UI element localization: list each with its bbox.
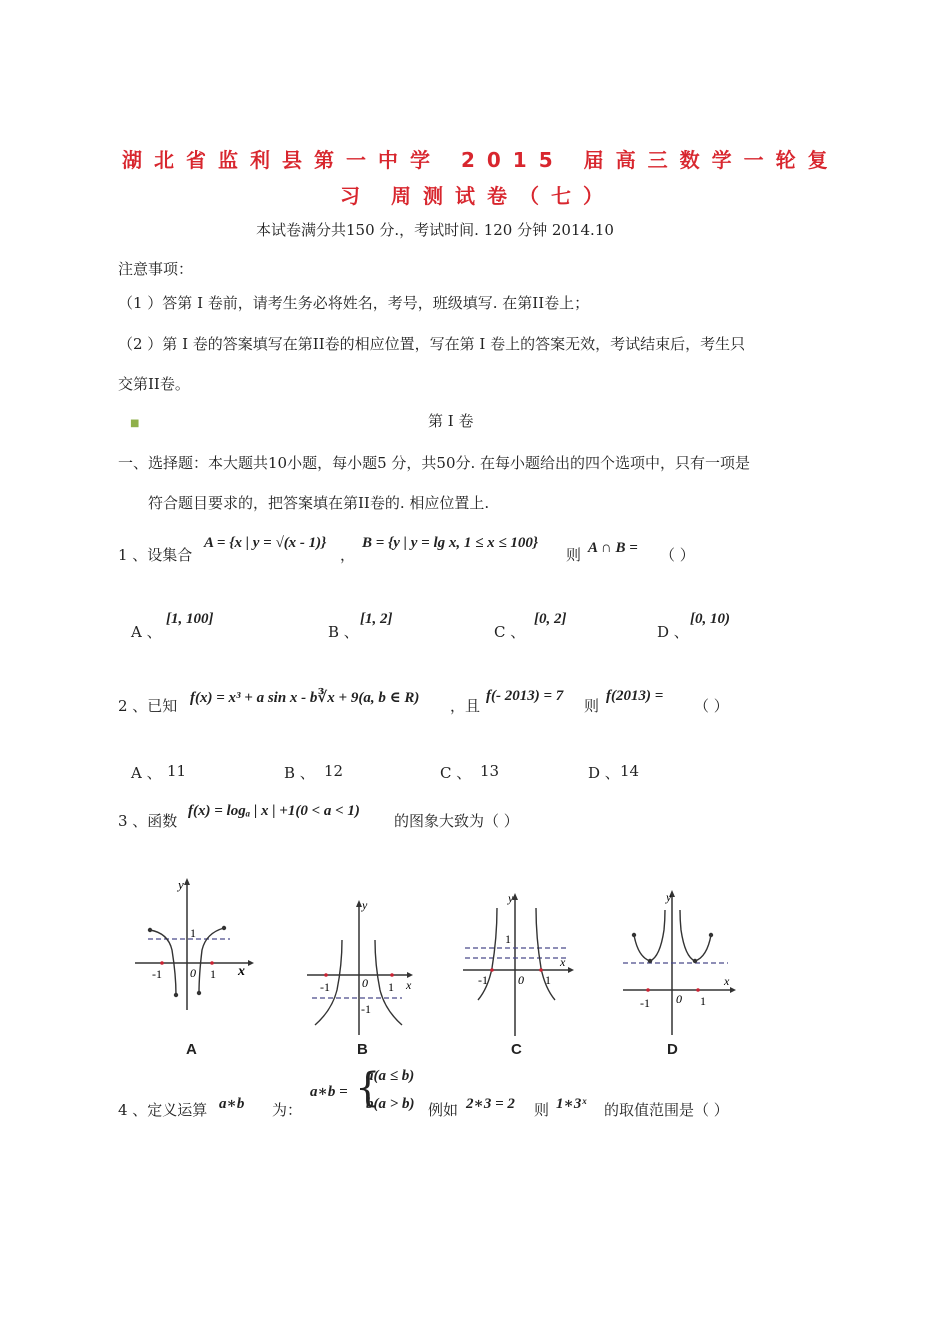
q4-prefix: 4 、定义运算 <box>118 1101 208 1119</box>
q2-option-d-value: 14 <box>620 762 640 780</box>
notice-item-2-cont: 交第II卷。 <box>118 375 190 393</box>
q1-option-a-value: [1, 100] <box>166 611 214 627</box>
q1-option-d-label: D 、 <box>657 623 689 641</box>
svg-text:y: y <box>508 891 514 905</box>
svg-text:0: 0 <box>190 966 196 980</box>
q2-option-c-label: C 、 <box>440 764 472 782</box>
q2-option-d-label: D 、 <box>588 764 620 782</box>
q2-then: 则 <box>584 697 600 715</box>
q2-expr: f(2013) = <box>606 688 664 704</box>
svg-text:1: 1 <box>545 973 551 987</box>
q4-then: 则 <box>534 1101 550 1119</box>
q4-case-2: b(a > b) <box>366 1096 415 1112</box>
page-title: 湖北省监利县第一中学 2015 届高三数学一轮复 <box>122 148 840 172</box>
q1-prefix: 1 、设集合 <box>118 546 193 564</box>
q2-option-c-value: 13 <box>480 762 500 780</box>
q3-function: f(x) = logₐ | x | +1(0 < a < 1) <box>188 803 360 819</box>
q2-option-b-label: B 、 <box>284 764 315 782</box>
svg-text:-1: -1 <box>640 996 650 1010</box>
notice-item-1: （1 ）答第 I 卷前，请考生务必将姓名，考号，班级填写. 在第II卷上； <box>118 294 590 312</box>
q4-case-1: a(a ≤ b) <box>366 1068 415 1084</box>
brace-icon: { <box>355 1065 381 1111</box>
q2-condition: f(- 2013) = 7 <box>486 688 564 704</box>
graph-b-label: B <box>357 1041 368 1058</box>
part1-instructions: 一、选择题：本大题共10小题，每小题5 分，共50分. 在每小题给出的四个选项中，只有一项是 <box>118 454 751 472</box>
q1-option-d-value: [0, 10) <box>690 611 730 627</box>
graph-b <box>302 895 422 1035</box>
q2-answer-paren: （ ） <box>694 697 729 715</box>
svg-text:y: y <box>178 877 184 892</box>
svg-text:1: 1 <box>505 932 511 946</box>
svg-text:0: 0 <box>518 973 524 987</box>
graph-c <box>460 888 580 1038</box>
graph-d <box>620 885 745 1035</box>
q1-option-c-value: [0, 2] <box>534 611 567 627</box>
graph-c-label: C <box>511 1041 522 1058</box>
q4-definition-lhs: a∗b = <box>310 1084 348 1100</box>
q1-answer-paren: （ ） <box>660 546 695 564</box>
q4-example-label: 例如 <box>428 1101 459 1119</box>
q1-option-b-value: [1, 2] <box>360 611 393 627</box>
q1-comma: ， <box>340 546 356 564</box>
green-dot: ■ <box>130 418 140 429</box>
svg-text:-1: -1 <box>320 980 330 994</box>
q4-example: 2∗3 = 2 <box>466 1096 515 1112</box>
part1-instructions-cont: 符合题目要求的，把答案填在第II卷的. 相应位置上. <box>148 494 490 512</box>
svg-text:x: x <box>560 955 566 969</box>
q3-prefix: 3 、函数 <box>118 812 178 830</box>
svg-text:x: x <box>238 964 245 979</box>
q2-prefix: 2 、已知 <box>118 697 178 715</box>
notice-heading: 注意事项： <box>118 260 194 278</box>
section-title: 第 I 卷 <box>428 412 474 430</box>
q1-then: 则 <box>566 546 582 564</box>
q2-option-b-value: 12 <box>324 762 344 780</box>
q4-expr: 1∗3ˣ <box>556 1096 587 1112</box>
svg-text:1: 1 <box>700 994 706 1008</box>
exam-info: 本试卷满分共150 分.，考试时间. 120 分钟 2014.10 <box>256 221 614 239</box>
svg-text:-1: -1 <box>152 967 162 981</box>
svg-text:y: y <box>362 898 368 912</box>
graph-d-label: D <box>667 1041 678 1058</box>
graph-a-label: A <box>186 1041 197 1058</box>
notice-item-2: （2 ）第 I 卷的答案填写在第II卷的相应位置，写在第 I 卷上的答案无效，考试结束后，考生只 <box>118 335 746 353</box>
q2-option-a-label: A 、 <box>131 764 162 782</box>
svg-text:1: 1 <box>210 967 216 981</box>
q2-and: ，且 <box>450 697 481 715</box>
svg-text:0: 0 <box>362 976 368 990</box>
q2-option-a-value: 11 <box>167 762 187 780</box>
graph-a <box>130 875 255 1015</box>
svg-text:0: 0 <box>676 992 682 1006</box>
q2-function: f(x) = x³ + a sin x - b∛x + 9(a, b ∈ R) <box>190 690 420 706</box>
q1-option-b-label: B 、 <box>328 623 359 641</box>
q4-operation: a∗b <box>219 1096 245 1112</box>
q1-set-a: A = {x | y = √(x - 1)} <box>204 535 327 551</box>
q1-set-b: B = {y | y = lg x, 1 ≤ x ≤ 100} <box>362 535 539 551</box>
q4-suffix: 的取值范围是（ ） <box>604 1101 729 1119</box>
svg-text:x: x <box>724 974 730 988</box>
q1-option-c-label: C 、 <box>494 623 526 641</box>
svg-text:-1: -1 <box>361 1002 371 1016</box>
svg-text:y: y <box>666 890 672 904</box>
q1-expr: A ∩ B = <box>588 540 638 556</box>
svg-text:1: 1 <box>388 980 394 994</box>
q1-option-a-label: A 、 <box>131 623 162 641</box>
page-title-line2: 习 周测试卷（七） <box>340 184 615 208</box>
svg-text:x: x <box>406 978 412 992</box>
svg-text:-1: -1 <box>478 973 488 987</box>
q3-suffix: 的图象大致为（ ） <box>394 812 519 830</box>
svg-text:1: 1 <box>190 926 196 940</box>
q4-for: 为： <box>272 1101 303 1119</box>
